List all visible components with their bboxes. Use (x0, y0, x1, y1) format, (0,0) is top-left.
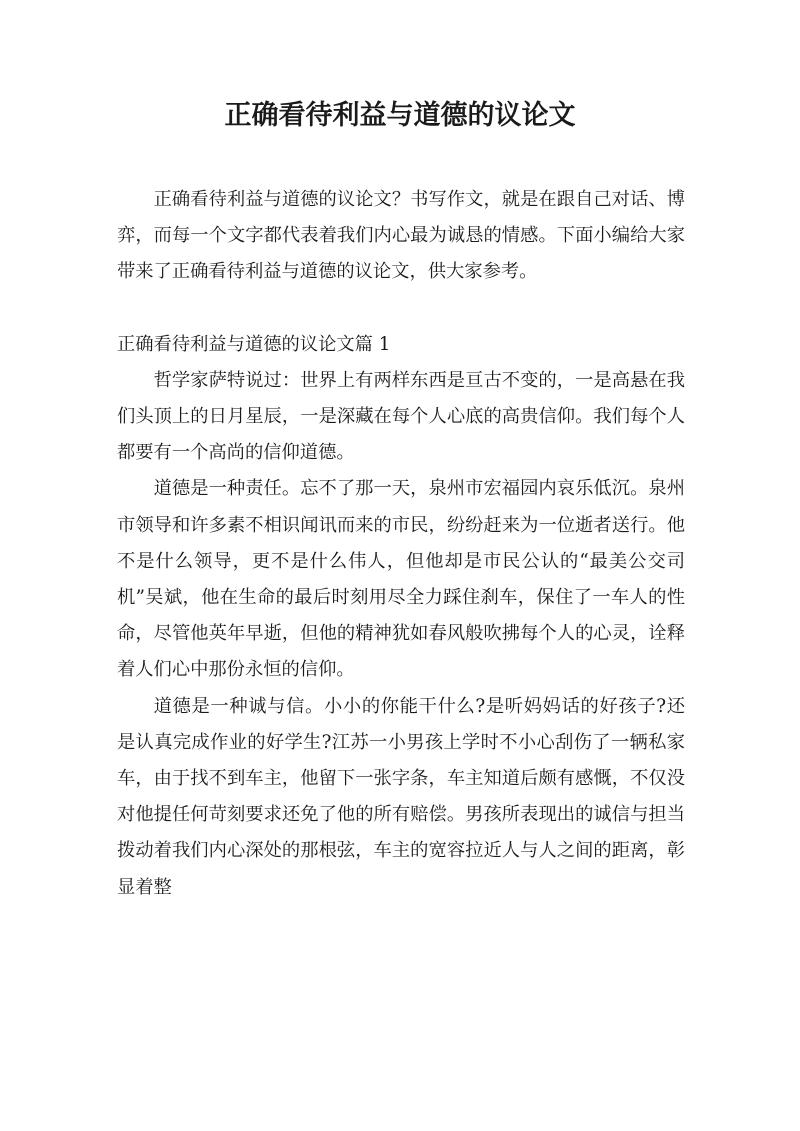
intro-paragraph: 正确看待利益与道德的议论文？书写作文，就是在跟自己对话、博弈，而每一个文字都代表着我们内心最为诚恳的情感。下面小编给大家带来了正确看待利益与道德的议论文，供大家参考。 (117, 189, 685, 283)
body-paragraph-1: 哲学家萨特说过：世界上有两样东西是亘古不变的，一是高悬在我们头顶上的日月星辰，一是深藏在每个人心底的高贵信仰。我们每个人都要有一个高尚的信仰道德。 (117, 369, 685, 464)
document-body (117, 182, 685, 906)
section-heading: 正确看待利益与道德的议论文篇 1 (117, 333, 391, 355)
body-paragraph-3: 道德是一种诚与信。小小的你能干什么?是听妈妈话的好孩子?还是认真完成作业的好学生?江苏一小男孩上学时不小心刮伤了一辆私家车，由于找不到车主，他留下一张字条，车主知道后颇有感慨，不仅没对他提任何苛刻要求还免了他的所有赔偿。男孩所表现出的诚信与担当拨动着我们内心深处的那根弦，车主的宽容拉近人与人之间的距离，彰显着整 (117, 695, 685, 898)
document-title: 正确看待利益与道德的议论文 (224, 100, 576, 131)
body-paragraph-2: 道德是一种责任。忘不了那一天，泉州市宏福园内哀乐低沉。泉州市领导和许多素不相识闻讯而来的市民，纷纷赶来为一位逝者送行。他不是什么领导，更不是什么伟人，但他却是市民公认的“最美公交司机”吴斌，他在生命的最后时刻用尽全力踩住刹车，保住了一车人的性命，尽管他英年早逝，但他的精神犹如春风般吹拂每个人的心灵，诠释着人们心中那份永恒的信仰。 (117, 478, 685, 681)
